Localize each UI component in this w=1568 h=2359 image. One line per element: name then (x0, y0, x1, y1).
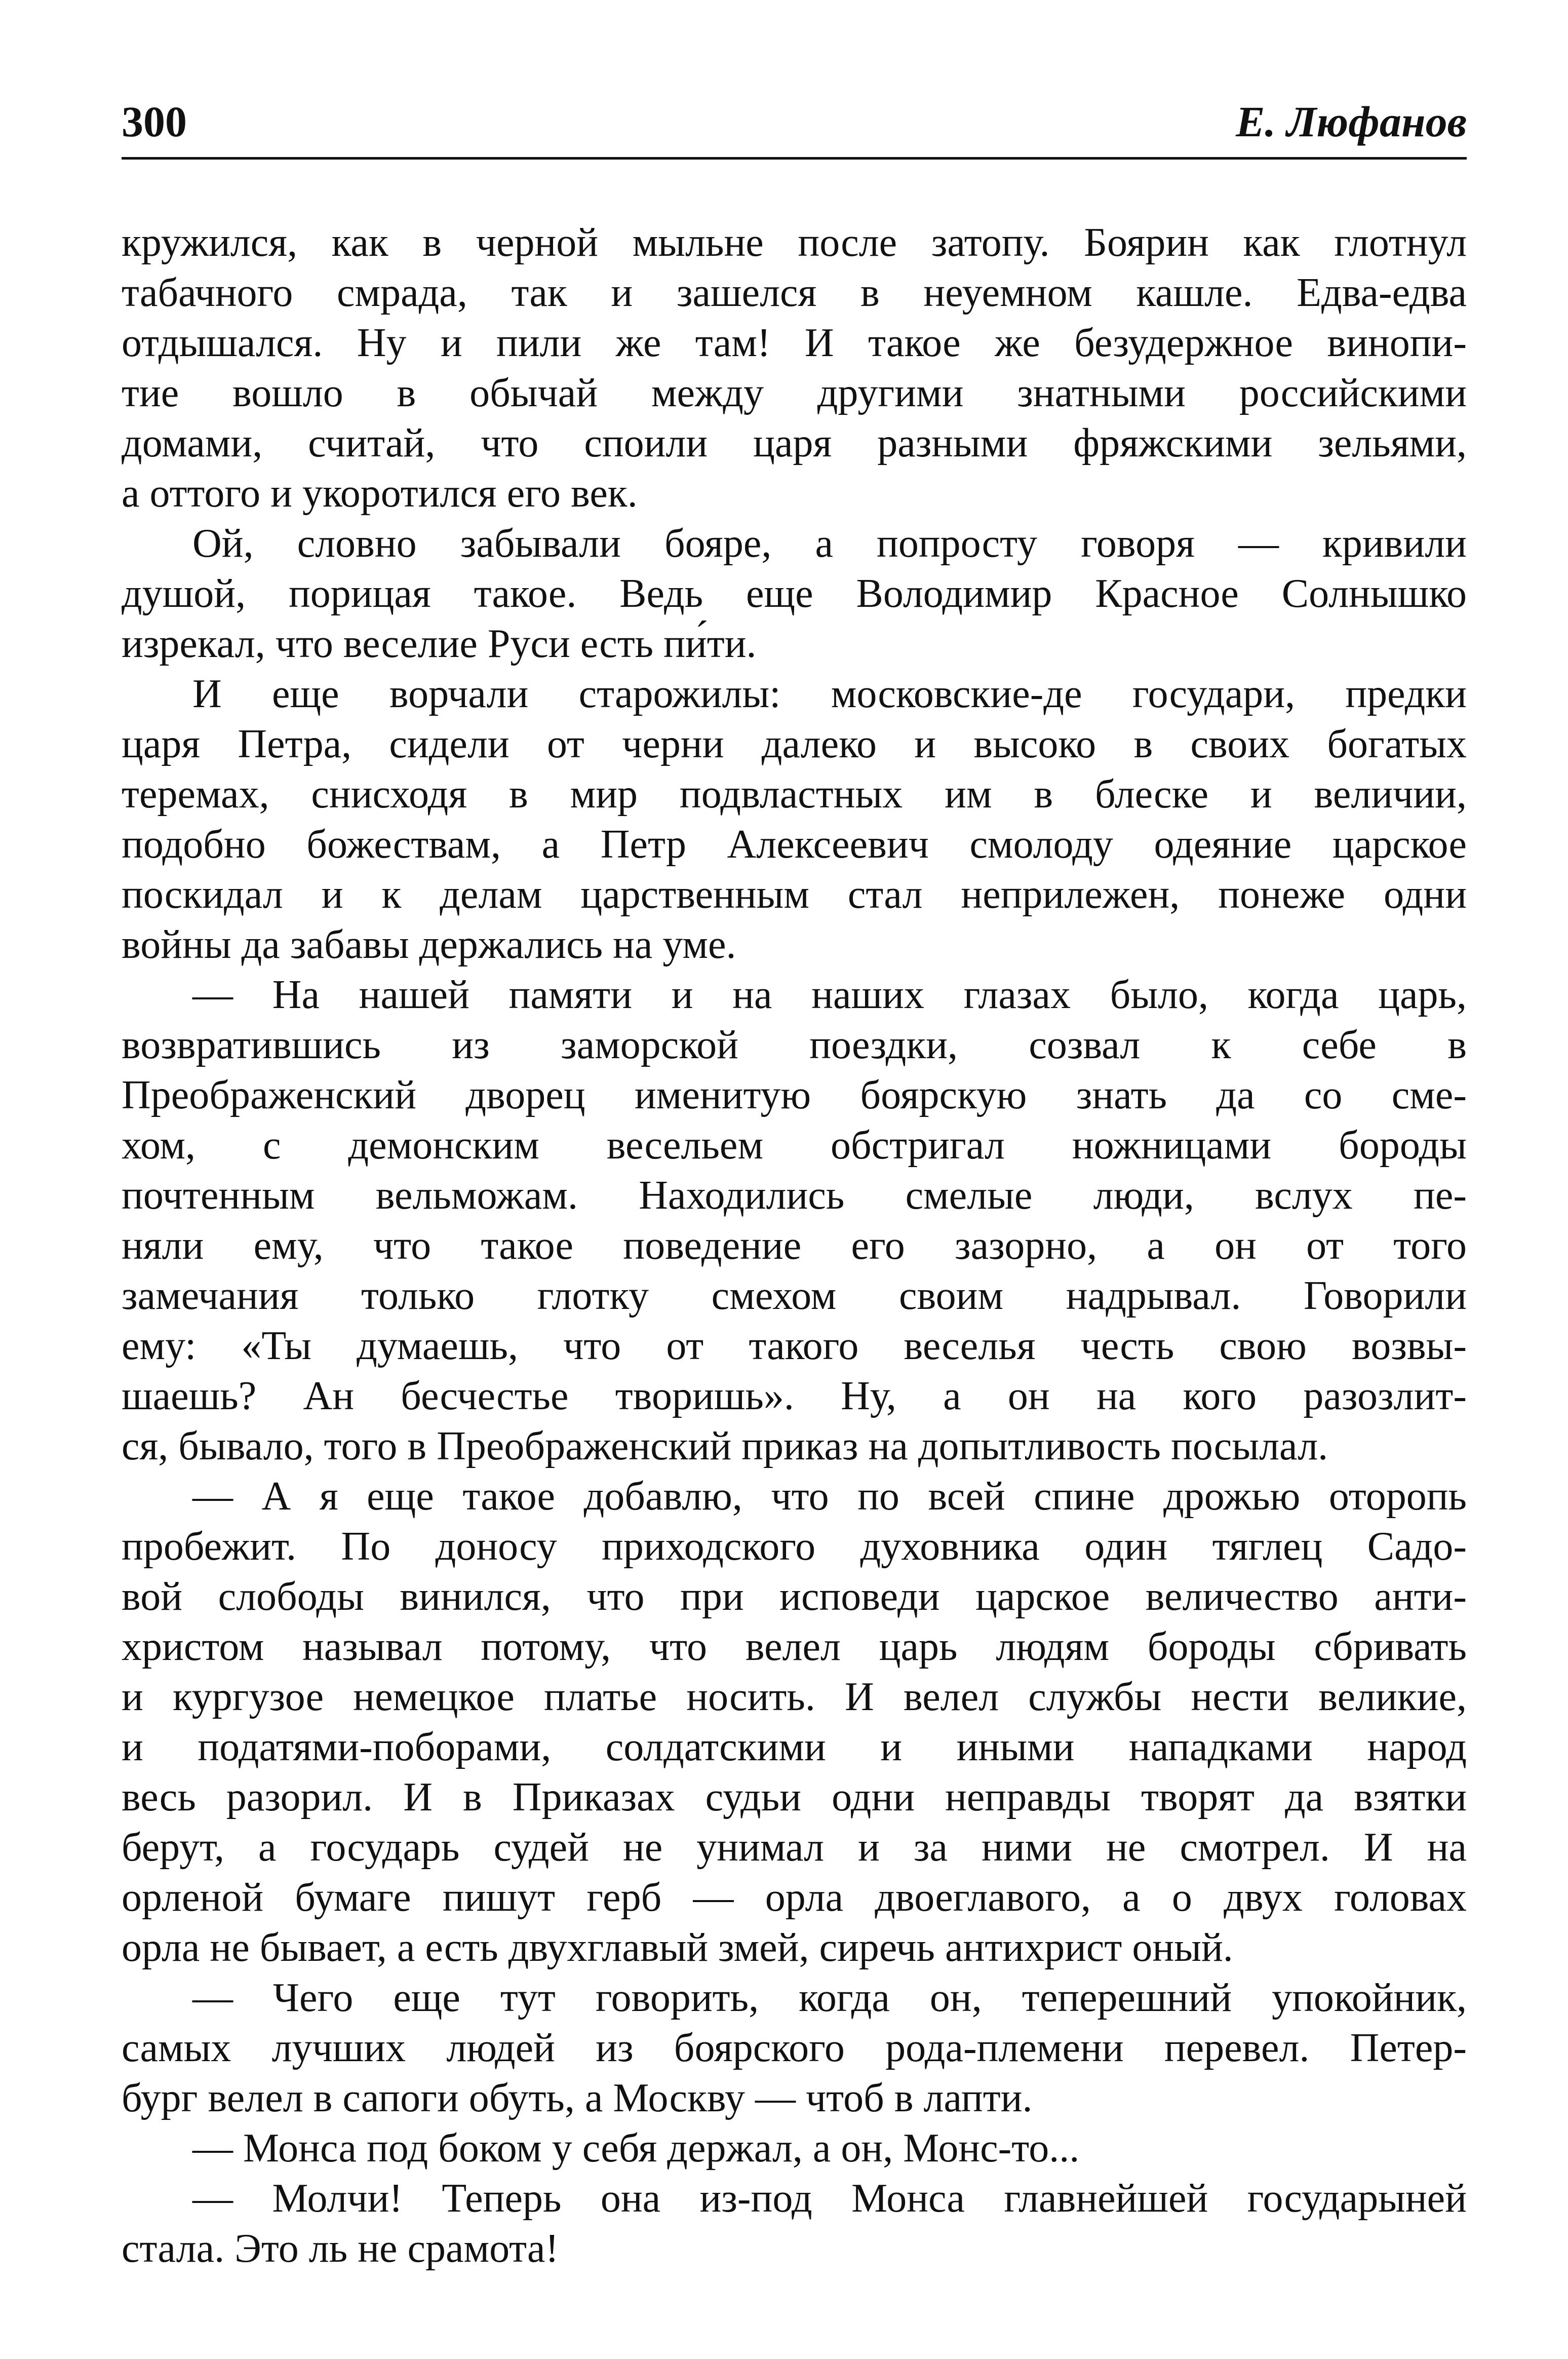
text-line: подобно божествам, а Петр Алексеевич смолоду одеяние царское (122, 822, 1467, 867)
running-head (122, 91, 1467, 152)
paragraph (122, 970, 1467, 1472)
text-line: — Монса под боком у себя держал, а он, Монс-то... (192, 2126, 1080, 2171)
text-line: пробежит. По доносу приходского духовника один тяглец Садо- (122, 1524, 1467, 1569)
text-line: шаешь? Ан бесчестье творишь». Ну, а он на кого разозлит- (122, 1374, 1467, 1418)
page-number: 300 (122, 97, 187, 146)
text-line: табачного смрада, так и зашелся в неуемном кашле. Едва-едва (122, 270, 1467, 315)
text-line: христом называл потому, что велел царь людям бороды сбривать (122, 1625, 1467, 1669)
text-line: орленой бумаге пишут герб — орла двоеглавого, а о двух головах (122, 1875, 1467, 1920)
text-line: тие вошло в обычай между другими знатными российскими (122, 371, 1467, 415)
paragraph (122, 1973, 1467, 2123)
text-line: берут, а государь судей не унимал и за ними не смотрел. И на (122, 1825, 1467, 1870)
text-line: Преображенский дворец именитую боярскую знать да со сме- (122, 1073, 1467, 1117)
paragraph (122, 1472, 1467, 1973)
text-line: хом, с демонским весельем обстригал ножницами бороды (122, 1123, 1467, 1168)
text-line: отдышался. Ну и пили же там! И такое же безудержное винопи- (122, 321, 1467, 365)
paragraph (122, 519, 1467, 669)
text-line: домами, считай, что споили царя разными фряжскими зельями, (122, 421, 1467, 466)
text-line: а оттого и укоротился его век. (122, 471, 638, 516)
text-line: теремах, снисходя в мир подвластных им в блеске и величии, (122, 772, 1467, 817)
text-line: — Молчи! Теперь она из-под Монса главнейшей государыней (192, 2176, 1467, 2221)
text-line: И еще ворчали старожилы: московские-де государи, предки (192, 672, 1467, 716)
text-line: весь разорил. И в Приказах судьи одни неправды творят да взятки (122, 1775, 1467, 1820)
body-text (122, 218, 1467, 2274)
text-line: стала. Это ль не срамота! (122, 2226, 559, 2271)
paragraph (122, 218, 1467, 519)
paragraph (122, 2174, 1467, 2274)
paragraph (122, 2123, 1467, 2174)
text-line: и податями-поборами, солдатскими и иными нападками народ (122, 1725, 1467, 1769)
text-line: — На нашей памяти и на наших глазах было, когда царь, (192, 973, 1467, 1017)
text-line: изрекал, что веселие Руси есть пи́ти. (122, 622, 757, 666)
text-line: почтенным вельможам. Находились смелые люди, вслух пе- (122, 1173, 1467, 1218)
text-line: царя Петра, сидели от черни далеко и высоко в своих богатых (122, 722, 1467, 766)
text-line: кружился, как в черной мыльне после затопу. Боярин как глотнул (122, 220, 1467, 265)
text-line: — Чего еще тут говорить, когда он, теперешний упокойник, (192, 1976, 1467, 2020)
text-line: самых лучших людей из боярского рода-племени перевел. Петер- (122, 2026, 1467, 2070)
text-line: ему: «Ты думаешь, что от такого веселья честь свою возвы- (122, 1324, 1467, 1368)
paragraph (122, 669, 1467, 970)
text-line: няли ему, что такое поведение его зазорно, а он от того (122, 1223, 1467, 1268)
text-line: замечания только глотку смехом своим надрывал. Говорили (122, 1273, 1467, 1318)
author-name: Е. Люфанов (1236, 97, 1467, 146)
text-line: поскидал и к делам царственным стал неприлежен, понеже одни (122, 872, 1467, 917)
text-line: бург велел в сапоги обуть, а Москву — чтоб в лапти. (122, 2076, 1033, 2120)
header-rule (122, 157, 1467, 160)
text-line: ся, бывало, того в Преображенский приказ на допытливость посылал. (122, 1424, 1328, 1468)
text-line: душой, порицая такое. Ведь еще Володимир Красное Солнышко (122, 571, 1467, 616)
text-line: возвратившись из заморской поездки, созвал к себе в (122, 1023, 1467, 1067)
text-line: Ой, словно забывали бояре, а попросту говоря — кривили (192, 521, 1467, 566)
text-line: вой слободы винился, что при исповеди царское величество анти- (122, 1574, 1467, 1619)
text-line: войны да забавы держались на уме. (122, 922, 736, 967)
text-line: орла не бывает, а есть двухглавый змей, сиречь антихрист оный. (122, 1925, 1233, 1970)
text-line: и кургузое немецкое платье носить. И велел службы нести великие, (122, 1675, 1467, 1719)
text-line: — А я еще такое добавлю, что по всей спине дрожью оторопь (192, 1474, 1467, 1519)
